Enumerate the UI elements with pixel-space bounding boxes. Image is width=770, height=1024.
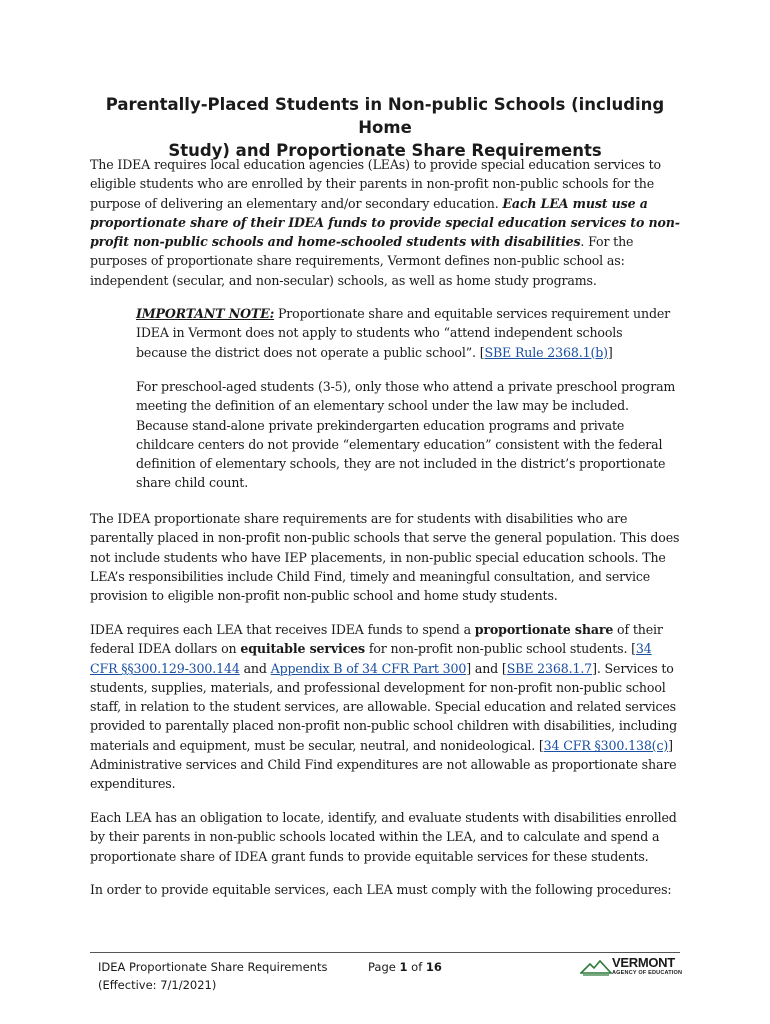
intro-paragraph	[90, 155, 680, 290]
footer-document-info	[98, 958, 327, 994]
title-line-2: Study) and Proportionate Share Requirements	[168, 141, 602, 160]
logo-wordmark: VERMONT	[612, 955, 675, 970]
sbe-2368-link[interactable]: SBE 2368.1.7	[506, 660, 593, 676]
funding-text-4: and	[239, 660, 271, 676]
procedures-paragraph: In order to provide equitable services, each LEA must comply with the following procedures:	[90, 882, 672, 897]
title-line-1: Parentally-Placed Students in Non-public Schools (including Home	[105, 95, 665, 137]
funding-paragraph	[90, 620, 680, 794]
proportionate-share-bold: proportionate share	[474, 622, 614, 637]
important-note-paragraph	[136, 304, 676, 362]
funding-text-2: of their federal IDEA dollars on	[90, 622, 663, 657]
page-total: 16	[425, 960, 442, 974]
page-number	[368, 958, 442, 976]
sbe-rule-link[interactable]: SBE Rule 2368.1(b)	[484, 344, 608, 360]
cfr-300-138-link[interactable]: 34 CFR §300.138(c)	[543, 737, 669, 753]
funding-text-7: ] Administrative services and Child Find expenditures are not allowable as proportionate share expenditures.	[90, 737, 677, 792]
funding-text-6: ]. Services to students, supplies, materials, and professional development for non-profit non-public school staff, in relation to the student services, are allowable. Special education and related services provided to parentally placed non-profit non-public school children with disabilities, including materials and equipment, must be secular, neutral, and nonideological. [	[90, 660, 678, 753]
page-label: Page	[368, 960, 400, 974]
funding-text-1: IDEA requires each LEA that receives IDEA funds to spend a	[90, 622, 475, 637]
appendix-b-link[interactable]: Appendix B of 34 CFR Part 300	[270, 660, 467, 676]
mountain-icon	[580, 957, 612, 977]
funding-text-3: for non-profit non-public school students. [	[364, 641, 636, 657]
requirements-paragraph: The IDEA proportionate share requirements are for students with disabilities who are parentally placed in non-profit non-public schools that serve the general population. This does not include students who have IEP placements, in non-public special education schools. The LEA’s responsibilities include Child Find, timely and meaningful consultation, and service provision to eligible non-profit non-public school and home study students.	[90, 511, 680, 604]
intro-text-2: . For the purposes of proportionate share requirements, Vermont defines non-public school as: independent (secular, and non-secular) schools, as well as home study programs.	[90, 234, 634, 288]
bracket-close: ]	[607, 344, 613, 360]
page-current: 1	[399, 960, 408, 974]
intro-emphasis: Each LEA must use a proportionate share of their IDEA funds to provide special education services to non-profit non-public schools and home-schooled students with disabilities	[90, 195, 680, 250]
footer-effective-date: (Effective: 7/1/2021)	[98, 978, 217, 992]
important-note-label: IMPORTANT NOTE:	[136, 306, 275, 321]
equitable-services-bold: equitable services	[240, 641, 365, 657]
intro-text-1: The IDEA requires local education agencies (LEAs) to provide special education services to eligible students who are enrolled by their parents in non-profit non-public schools for the purpose of delivering an elementary and/or secondary education.	[90, 157, 661, 211]
footer-divider	[90, 952, 680, 953]
logo-subtitle: AGENCY OF EDUCATION	[612, 970, 683, 976]
important-note-text: Proportionate share and equitable services requirement under IDEA in Vermont does not apply to students who “attend independent schools because the district does not operate a public school”. [	[136, 306, 671, 360]
footer-doc-name: IDEA Proportionate Share Requirements	[98, 960, 328, 974]
cfr-300-129-link[interactable]: 34 CFR §§300.129-300.144	[90, 641, 652, 676]
page-of: of	[407, 960, 426, 974]
funding-text-5: ] and [	[466, 660, 507, 676]
obligation-paragraph: Each LEA has an obligation to locate, identify, and evaluate students with disabilities enrolled by their parents in non-public schools located within the LEA, and to calculate and spend a proportionate share of IDEA grant funds to provide equitable services for these students.	[90, 810, 677, 864]
vermont-aoe-logo	[580, 955, 683, 981]
page-title	[80, 93, 690, 162]
preschool-note-paragraph: For preschool-aged students (3-5), only those who attend a private preschool program meeting the definition of an elementary school under the law may be included. Because stand-alone private prekindergarten education programs and private childcare centers do not provide “elementary education” consistent with the federal definition of elementary schools, they are not included in the district’s proportionate share child count.	[136, 379, 676, 491]
